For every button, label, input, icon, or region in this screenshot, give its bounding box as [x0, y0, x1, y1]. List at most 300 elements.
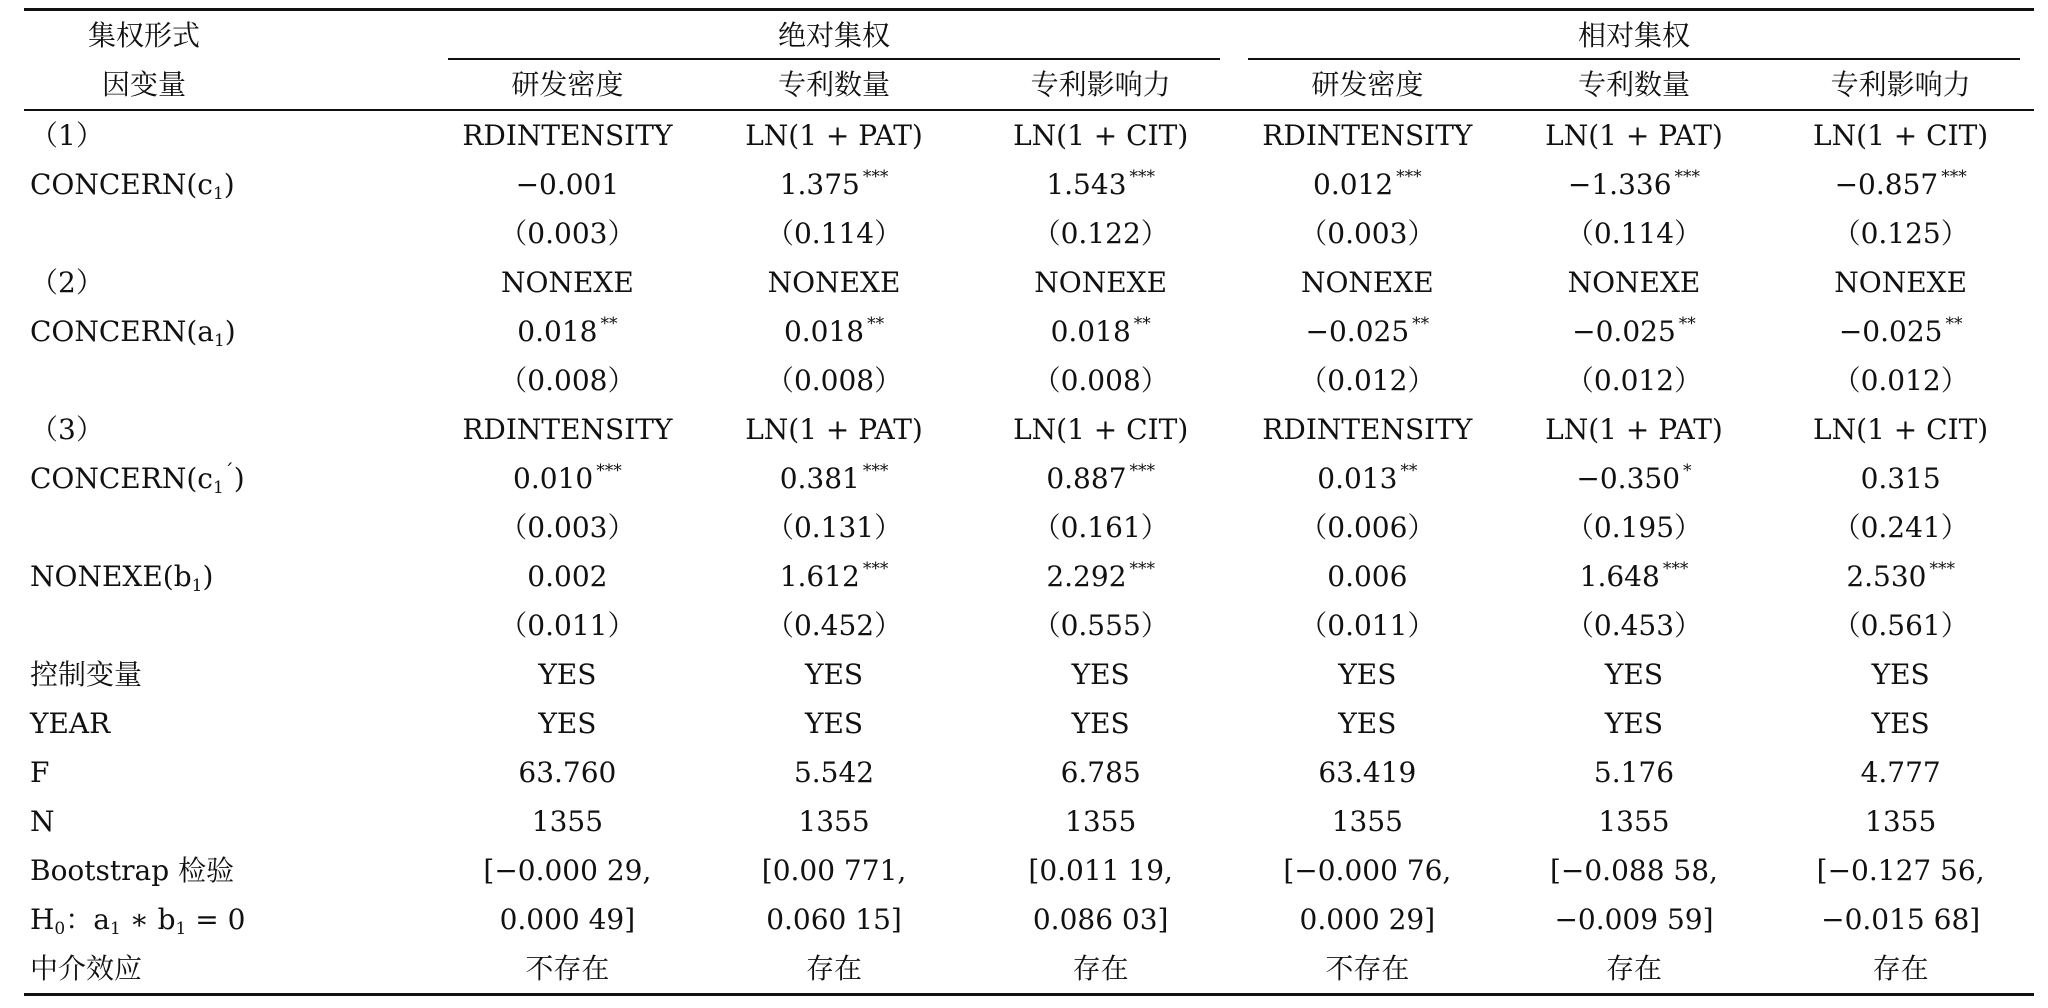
- cell-value: 存在: [1072, 952, 1129, 985]
- row-label-part: ): [223, 168, 235, 201]
- table-cell: [701, 895, 968, 944]
- table-cell: [1501, 209, 1768, 258]
- row-label-part: 1: [213, 331, 225, 351]
- significance-stars: ***: [862, 559, 889, 579]
- cell-value: RDINTENSITY: [462, 413, 673, 446]
- table-cell: [1234, 110, 1501, 160]
- row-label-part: ): [233, 462, 245, 495]
- table-cell: [434, 797, 701, 846]
- cell-value: LN(1 + PAT): [1545, 119, 1723, 152]
- table-cell: [967, 405, 1234, 454]
- cell-value: 0.086 03]: [1032, 903, 1169, 936]
- table-cell: [1501, 258, 1768, 307]
- cell-value: （0.114）: [1565, 217, 1703, 250]
- cell-value: 存在: [1605, 952, 1662, 985]
- table-cell: [1501, 944, 1768, 995]
- table-cell: [1501, 160, 1768, 209]
- significance-stars: *: [1683, 461, 1692, 481]
- group-relative-rule: [1248, 58, 2020, 60]
- cell-value: NONEXE: [1567, 266, 1701, 299]
- cell-value: 5.176: [1593, 756, 1675, 789]
- table-cell: [1501, 846, 1768, 895]
- table-cell: [1234, 650, 1501, 699]
- table-cell: [1767, 748, 2034, 797]
- table-cell: [1767, 601, 2034, 650]
- cell-value: 1355: [1065, 805, 1137, 838]
- cell-value: LN(1 + CIT): [1813, 413, 1989, 446]
- cell-value: 0.018: [783, 315, 865, 348]
- row-label: 中介效应: [24, 944, 434, 995]
- cell-value: 0.010: [513, 462, 594, 495]
- cell-value: 0.381: [779, 462, 860, 495]
- table-cell: [1234, 258, 1501, 307]
- table-cell: [1234, 405, 1501, 454]
- significance-stars: **: [1412, 314, 1430, 334]
- cell-value: （0.125）: [1832, 217, 1969, 250]
- column-header: 研发密度: [434, 60, 701, 110]
- table-cell: [1767, 846, 2034, 895]
- cell-value: YES: [1071, 707, 1130, 740]
- significance-stars: **: [1133, 314, 1151, 334]
- cell-value: 63.419: [1318, 756, 1417, 789]
- table-cell: [1501, 307, 1768, 356]
- table-cell: [434, 650, 701, 699]
- cell-value: （0.561）: [1832, 609, 1969, 642]
- table-cell: [1234, 209, 1501, 258]
- table-cell: [701, 846, 968, 895]
- row-label-part: ：a: [65, 903, 110, 936]
- table-cell: [1501, 110, 1768, 160]
- table-cell: [1501, 699, 1768, 748]
- column-header: 专利数量: [701, 60, 968, 110]
- cell-value: 1355: [798, 805, 870, 838]
- cell-value: 1355: [1865, 805, 1937, 838]
- cell-value: （0.131）: [765, 511, 903, 544]
- table-cell: [1767, 699, 2034, 748]
- row-label: [24, 601, 434, 650]
- significance-stars: ***: [1674, 167, 1701, 187]
- row-label-part: ): [202, 560, 214, 593]
- cell-value: 0.012: [1313, 168, 1394, 201]
- table-cell: [967, 160, 1234, 209]
- table-cell: [967, 209, 1234, 258]
- table-cell: [1767, 650, 2034, 699]
- row-label: 控制变量: [30, 658, 143, 691]
- row-label-part: 1: [212, 478, 224, 498]
- row-label-part: 1: [212, 184, 224, 204]
- cell-value: 1.612: [779, 560, 860, 593]
- cell-value: 2.530: [1846, 560, 1927, 593]
- table-cell: [434, 110, 701, 160]
- cell-value: （0.008）: [1032, 364, 1169, 397]
- table-cell: [434, 895, 701, 944]
- cell-value: [−0.000 29,: [483, 854, 652, 887]
- table-row: [24, 748, 2034, 797]
- table-cell: [434, 552, 701, 601]
- table-cell: [1234, 356, 1501, 405]
- row-label-part: 0: [54, 919, 66, 939]
- table-cell: [1234, 307, 1501, 356]
- cell-value: YES: [1871, 658, 1930, 691]
- table-cell: [701, 405, 968, 454]
- table-cell: [701, 258, 968, 307]
- row-label: [24, 160, 434, 209]
- table-row: [24, 699, 2034, 748]
- table-cell: [1234, 797, 1501, 846]
- cell-value: （0.006）: [1299, 511, 1436, 544]
- table-cell: [701, 503, 968, 552]
- column-header: 专利影响力: [967, 60, 1234, 110]
- cell-value: （0.011）: [499, 609, 636, 642]
- cell-value: YES: [1871, 707, 1930, 740]
- table-cell: [701, 356, 968, 405]
- table-cell: [1767, 110, 2034, 160]
- cell-value: NONEXE: [1834, 266, 1968, 299]
- cell-value: 存在: [806, 952, 863, 985]
- cell-value: 1.648: [1579, 560, 1660, 593]
- table-cell: [967, 895, 1234, 944]
- table-body: [24, 110, 2034, 995]
- table-row: [24, 503, 2034, 552]
- cell-value: −0.015 68]: [1821, 903, 1981, 936]
- table-row: [24, 797, 2034, 846]
- cell-value: 1.543: [1046, 168, 1127, 201]
- table-cell: [967, 748, 1234, 797]
- header-column-row: [24, 60, 2034, 110]
- table-cell: [1501, 503, 1768, 552]
- cell-value: 不存在: [525, 952, 610, 985]
- cell-value: LN(1 + PAT): [1545, 413, 1723, 446]
- cell-value: [0.011 19,: [1028, 854, 1173, 887]
- cell-value: （0.003）: [499, 217, 636, 250]
- row-label: Bootstrap 检验: [30, 854, 235, 887]
- cell-value: LN(1 + PAT): [745, 119, 923, 152]
- cell-value: −0.025: [1838, 315, 1943, 348]
- cell-value: RDINTENSITY: [462, 119, 673, 152]
- table-row: [24, 258, 2034, 307]
- row-label: [24, 209, 434, 258]
- cell-value: YES: [538, 707, 597, 740]
- cell-value: （0.241）: [1832, 511, 1969, 544]
- table-cell: [1234, 601, 1501, 650]
- row-label-part: 1: [191, 576, 203, 596]
- cell-value: RDINTENSITY: [1262, 119, 1473, 152]
- significance-stars: ***: [1129, 461, 1156, 481]
- table-cell: [434, 846, 701, 895]
- row-label-part: H: [30, 903, 55, 936]
- dv-label: 因变量: [24, 60, 434, 110]
- regression-table-container: [24, 8, 2034, 996]
- table-row: [24, 160, 2034, 209]
- table-cell: [967, 454, 1234, 503]
- cell-value: 1355: [1331, 805, 1403, 838]
- cell-value: （0.008）: [499, 364, 636, 397]
- table-cell: [1767, 405, 2034, 454]
- cell-value: （0.122）: [1032, 217, 1169, 250]
- table-cell: [1767, 503, 2034, 552]
- cell-value: 1355: [531, 805, 604, 838]
- row-label-part: NONEXE(b: [30, 560, 192, 593]
- significance-stars: **: [1678, 314, 1696, 334]
- cell-value: （0.453）: [1565, 609, 1703, 642]
- table-cell: [434, 503, 701, 552]
- cell-value: YES: [1604, 658, 1664, 691]
- row-label: [24, 454, 434, 503]
- table-cell: [434, 699, 701, 748]
- table-cell: [701, 944, 968, 995]
- table-cell: [701, 307, 968, 356]
- cell-value: YES: [1338, 658, 1397, 691]
- significance-stars: ***: [862, 167, 889, 187]
- table-row: [24, 454, 2034, 503]
- table-row: [24, 895, 2034, 944]
- table-cell: [434, 160, 701, 209]
- cell-value: −0.350: [1576, 462, 1681, 495]
- table-cell: [1234, 552, 1501, 601]
- table-row: [24, 307, 2034, 356]
- table-cell: [967, 699, 1234, 748]
- table-cell: [434, 601, 701, 650]
- table-cell: [1234, 454, 1501, 503]
- table-row: [24, 650, 2034, 699]
- table-cell: [1767, 307, 2034, 356]
- cell-value: 0.000 29]: [1299, 903, 1436, 936]
- table-header: [24, 10, 2034, 111]
- table-cell: [1234, 699, 1501, 748]
- cell-value: （0.003）: [1299, 217, 1436, 250]
- table-cell: [967, 650, 1234, 699]
- row-label: （3）: [30, 413, 104, 446]
- row-label: [24, 895, 434, 944]
- group-absolute-label: 绝对集权: [778, 19, 891, 52]
- table-cell: [701, 650, 968, 699]
- cell-value: NONEXE: [500, 266, 634, 299]
- table-cell: [1501, 454, 1768, 503]
- cell-value: （0.012）: [1299, 364, 1436, 397]
- cell-value: YES: [1338, 707, 1397, 740]
- significance-stars: ***: [1941, 167, 1967, 187]
- table-cell: [1501, 650, 1768, 699]
- cell-value: 5.542: [793, 756, 875, 789]
- cell-value: （0.012）: [1565, 364, 1703, 397]
- table-cell: [1234, 160, 1501, 209]
- table-cell: [967, 503, 1234, 552]
- cell-value: 0.013: [1317, 462, 1398, 495]
- row-label: N: [30, 805, 55, 838]
- table-cell: [701, 454, 968, 503]
- row-label: [24, 356, 434, 405]
- cell-value: −0.025: [1305, 315, 1410, 348]
- row-label-part: CONCERN(a: [30, 315, 214, 348]
- significance-stars: ***: [1129, 559, 1156, 579]
- row-label-part: ´: [223, 459, 234, 483]
- cell-value: LN(1 + CIT): [1813, 119, 1989, 152]
- table-cell: [967, 307, 1234, 356]
- table-cell: [701, 699, 968, 748]
- table-cell: [1501, 552, 1768, 601]
- cell-value: 1355: [1598, 805, 1670, 838]
- table-cell: [1767, 209, 2034, 258]
- table-row: [24, 110, 2034, 160]
- significance-stars: **: [1400, 461, 1418, 481]
- cell-value: 0.018: [517, 315, 598, 348]
- table-cell: [434, 405, 701, 454]
- row-label: YEAR: [30, 707, 111, 740]
- cell-value: （0.555）: [1032, 609, 1169, 642]
- row-label: [24, 307, 434, 356]
- cell-value: 0.018: [1050, 315, 1131, 348]
- table-cell: [1501, 797, 1768, 846]
- cell-value: 0.006: [1327, 560, 1408, 593]
- cell-value: LN(1 + CIT): [1013, 413, 1189, 446]
- cell-value: 0.000 49]: [499, 903, 636, 936]
- row-label-part: ): [224, 315, 236, 348]
- cell-value: 存在: [1872, 952, 1929, 985]
- table-row: [24, 552, 2034, 601]
- cell-value: YES: [538, 658, 597, 691]
- table-cell: [1501, 356, 1768, 405]
- cell-value: （0.003）: [499, 511, 636, 544]
- cell-value: 2.292: [1046, 560, 1127, 593]
- cell-value: YES: [1604, 707, 1664, 740]
- cell-value: YES: [804, 658, 864, 691]
- table-cell: [701, 601, 968, 650]
- row-label: （2）: [30, 266, 104, 299]
- group-relative-header: [1234, 10, 2034, 61]
- header-group-row: [24, 10, 2034, 61]
- cell-value: NONEXE: [767, 266, 901, 299]
- regression-table: [24, 8, 2034, 996]
- column-header: 专利影响力: [1767, 60, 2034, 110]
- cell-value: 0.315: [1860, 462, 1941, 495]
- significance-stars: ***: [596, 461, 622, 481]
- row-label: （1）: [30, 119, 104, 152]
- table-cell: [967, 797, 1234, 846]
- table-cell: [967, 110, 1234, 160]
- table-cell: [701, 797, 968, 846]
- cell-value: （0.195）: [1565, 511, 1703, 544]
- cell-value: [0.00 771,: [761, 854, 907, 887]
- table-cell: [1501, 748, 1768, 797]
- significance-stars: **: [867, 314, 885, 334]
- cell-value: 6.785: [1060, 756, 1141, 789]
- table-cell: [967, 846, 1234, 895]
- table-cell: [1234, 944, 1501, 995]
- cell-value: RDINTENSITY: [1262, 413, 1473, 446]
- cell-value: LN(1 + CIT): [1013, 119, 1189, 152]
- table-cell: [1234, 895, 1501, 944]
- row-label-part: 1: [109, 919, 121, 939]
- table-cell: [1501, 895, 1768, 944]
- row-label-part: CONCERN(c: [30, 168, 213, 201]
- cell-value: （0.011）: [1299, 609, 1436, 642]
- row-label: [24, 503, 434, 552]
- cell-value: NONEXE: [1034, 266, 1168, 299]
- table-cell: [1767, 944, 2034, 995]
- group-absolute-rule: [448, 58, 1220, 60]
- table-row: [24, 209, 2034, 258]
- table-row: [24, 405, 2034, 454]
- cell-value: 不存在: [1325, 952, 1410, 985]
- table-cell: [1767, 797, 2034, 846]
- cell-value: 4.777: [1860, 756, 1941, 789]
- table-cell: [1501, 601, 1768, 650]
- significance-stars: ***: [1129, 167, 1156, 187]
- cell-value: （0.452）: [765, 609, 903, 642]
- table-cell: [434, 307, 701, 356]
- row-label: [24, 552, 434, 601]
- table-row: [24, 846, 2034, 895]
- table-cell: [434, 944, 701, 995]
- table-cell: [434, 258, 701, 307]
- row-label-part: = 0: [186, 903, 246, 936]
- group-relative-label: 相对集权: [1578, 19, 1691, 52]
- column-header: 研发密度: [1234, 60, 1501, 110]
- cell-value: −0.857: [1834, 168, 1939, 201]
- form-label: 集权形式: [24, 10, 434, 61]
- table-row: [24, 601, 2034, 650]
- column-header: 专利数量: [1501, 60, 1768, 110]
- row-label-part: CONCERN(c: [30, 462, 213, 495]
- table-cell: [434, 209, 701, 258]
- table-cell: [701, 160, 968, 209]
- table-cell: [967, 944, 1234, 995]
- significance-stars: **: [1945, 314, 1963, 334]
- cell-value: 0.887: [1046, 462, 1127, 495]
- table-cell: [1767, 160, 2034, 209]
- cell-value: −0.025: [1572, 315, 1676, 348]
- row-label: F: [30, 756, 50, 789]
- table-cell: [1234, 503, 1501, 552]
- significance-stars: ***: [1396, 167, 1422, 187]
- cell-value: −1.336: [1567, 168, 1672, 201]
- significance-stars: **: [600, 314, 618, 334]
- cell-value: （0.161）: [1032, 511, 1169, 544]
- table-row: [24, 356, 2034, 405]
- cell-value: 63.760: [518, 756, 617, 789]
- table-cell: [434, 356, 701, 405]
- significance-stars: ***: [1929, 559, 1955, 579]
- cell-value: [−0.127 56,: [1816, 854, 1985, 887]
- table-cell: [701, 748, 968, 797]
- table-cell: [1767, 552, 2034, 601]
- table-cell: [967, 258, 1234, 307]
- table-cell: [1767, 895, 2034, 944]
- cell-value: 0.002: [527, 560, 608, 593]
- table-cell: [434, 454, 701, 503]
- row-label-part: ∗ b: [120, 903, 176, 936]
- group-absolute-header: [434, 10, 1234, 61]
- table-cell: [434, 748, 701, 797]
- cell-value: LN(1 + PAT): [745, 413, 923, 446]
- significance-stars: ***: [1662, 559, 1689, 579]
- table-cell: [967, 601, 1234, 650]
- table-cell: [701, 552, 968, 601]
- cell-value: 1.375: [779, 168, 860, 201]
- row-label-part: 1: [175, 919, 187, 939]
- table-cell: [1767, 356, 2034, 405]
- cell-value: （0.012）: [1832, 364, 1969, 397]
- cell-value: −0.009 59]: [1554, 903, 1714, 936]
- significance-stars: ***: [862, 461, 889, 481]
- table-cell: [1767, 258, 2034, 307]
- table-cell: [967, 552, 1234, 601]
- table-row: [24, 944, 2034, 995]
- table-cell: [1501, 405, 1768, 454]
- cell-value: YES: [804, 707, 864, 740]
- cell-value: （0.114）: [765, 217, 903, 250]
- table-cell: [701, 110, 968, 160]
